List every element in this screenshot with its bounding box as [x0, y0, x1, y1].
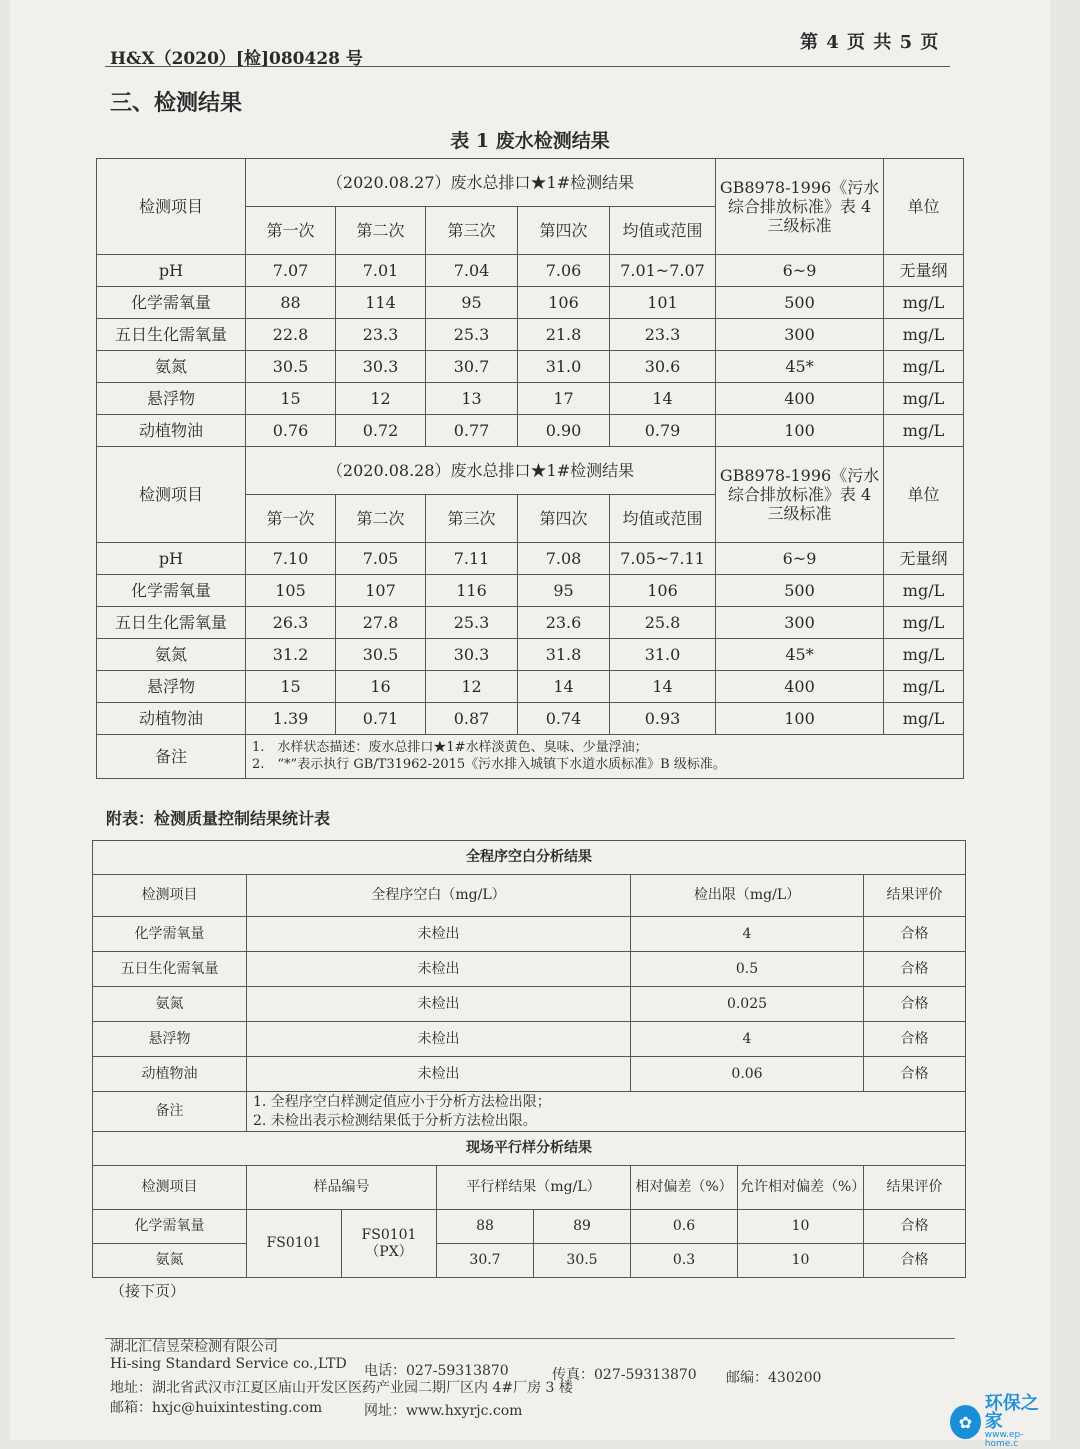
block-title: （2020.08.28）废水总排口★1#检测结果 — [246, 447, 716, 495]
blank-value: 未检出 — [247, 1022, 631, 1057]
round-header: 第四次 — [518, 495, 610, 543]
footer-phone: 电话：027-59313870 — [364, 1363, 509, 1379]
sample-id: FS0101 — [247, 1210, 342, 1278]
result-mean: 14 — [610, 671, 716, 703]
continued-note: （接下页） — [110, 1282, 186, 1300]
result-unit: mg/L — [884, 703, 964, 735]
result-v2: 30.3 — [336, 351, 426, 383]
result-unit: mg/L — [884, 607, 964, 639]
blank-row — [93, 952, 966, 987]
result-row — [97, 607, 964, 639]
block-header-row — [97, 159, 964, 207]
blank-title-row — [93, 841, 966, 875]
result-v4: 0.74 — [518, 703, 610, 735]
result-item: 悬浮物 — [97, 383, 246, 415]
result-item: pH — [97, 255, 246, 287]
evaluation-header: 结果评价 — [864, 875, 966, 917]
result-unit: 无量纲 — [884, 543, 964, 575]
result-unit: mg/L — [884, 671, 964, 703]
report-page — [10, 0, 1050, 1449]
item-header: 检测项目 — [97, 159, 246, 255]
result-row — [97, 415, 964, 447]
result-mean: 106 — [610, 575, 716, 607]
result-v4: 95 — [518, 575, 610, 607]
result-mean: 30.6 — [610, 351, 716, 383]
result-v3: 25.3 — [426, 607, 518, 639]
parallel-row — [93, 1210, 966, 1244]
company-name-en: Hi-sing Standard Service co.,LTD — [110, 1356, 347, 1372]
result-unit: mg/L — [884, 319, 964, 351]
header-divider — [105, 66, 950, 67]
result-v3: 95 — [426, 287, 518, 319]
result-row — [97, 543, 964, 575]
result-unit: mg/L — [884, 287, 964, 319]
round-header: 第二次 — [336, 495, 426, 543]
evaluation: 合格 — [864, 1244, 966, 1278]
sample-id-header: 样品编号 — [247, 1166, 437, 1210]
result-v4: 21.8 — [518, 319, 610, 351]
blank-item: 化学需氧量 — [93, 917, 247, 952]
result-v2: 7.01 — [336, 255, 426, 287]
footer-website: 网址：www.hxyrjc.com — [364, 1403, 523, 1419]
result-v2: 0.71 — [336, 703, 426, 735]
result-mean: 31.0 — [610, 639, 716, 671]
result-row — [97, 351, 964, 383]
result-v2: 16 — [336, 671, 426, 703]
leaf-icon: ✿ — [950, 1405, 981, 1439]
result-std: 500 — [716, 287, 884, 319]
result-v2: 0.72 — [336, 415, 426, 447]
result-mean: 101 — [610, 287, 716, 319]
evaluation: 合格 — [864, 1210, 966, 1244]
relative-deviation: 0.3 — [631, 1244, 738, 1278]
section-title: 三、检测结果 — [110, 90, 243, 116]
result-v1: 1.39 — [246, 703, 336, 735]
result-item: 氨氮 — [97, 639, 246, 671]
remark-line: 2. “*”表示执行 GB/T31962-2015《污水排入城镇下水道水质标准》B 级标准。 — [252, 756, 726, 772]
relative-deviation-header: 相对偏差（%） — [631, 1166, 738, 1210]
company-name-cn: 湖北汇信昱荣检测有限公司 — [110, 1339, 278, 1355]
parallel-result-1: 88 — [437, 1210, 534, 1244]
parallel-analysis-title: 现场平行样分析结果 — [93, 1132, 966, 1166]
result-v1: 30.5 — [246, 351, 336, 383]
result-v1: 15 — [246, 671, 336, 703]
annex-title: 附表：检测质量控制结果统计表 — [106, 809, 331, 828]
result-v2: 107 — [336, 575, 426, 607]
result-v4: 31.0 — [518, 351, 610, 383]
result-std: 400 — [716, 383, 884, 415]
result-v4: 106 — [518, 287, 610, 319]
watermark-name: 环保之家 — [984, 1393, 1039, 1432]
blank-item: 动植物油 — [93, 1057, 247, 1092]
result-item: 五日生化需氧量 — [97, 607, 246, 639]
result-v2: 12 — [336, 383, 426, 415]
round-header: 第三次 — [426, 495, 518, 543]
result-v4: 31.8 — [518, 639, 610, 671]
result-unit: mg/L — [884, 639, 964, 671]
evaluation-header: 结果评价 — [864, 1166, 966, 1210]
blank-header: 全程序空白（mg/L） — [247, 875, 631, 917]
result-unit: mg/L — [884, 415, 964, 447]
result-v2: 7.05 — [336, 543, 426, 575]
remark-label: 备注 — [93, 1092, 247, 1132]
result-v3: 25.3 — [426, 319, 518, 351]
detection-limit: 4 — [631, 917, 864, 952]
blank-row — [93, 1022, 966, 1057]
result-v1: 0.76 — [246, 415, 336, 447]
round-header: 第三次 — [426, 207, 518, 255]
result-row — [97, 703, 964, 735]
remark-line: 1. 水样状态描述：废水总排口★1#水样淡黄色、臭味、少量浮油； — [252, 739, 648, 755]
remark-line: 1. 全程序空白样测定值应小于分析方法检出限； — [253, 1094, 551, 1111]
result-v3: 0.77 — [426, 415, 518, 447]
round-header: 第一次 — [246, 495, 336, 543]
detection-limit-header: 检出限（mg/L） — [631, 875, 864, 917]
result-item: 动植物油 — [97, 415, 246, 447]
block-title: （2020.08.27）废水总排口★1#检测结果 — [246, 159, 716, 207]
result-std: 6~9 — [716, 255, 884, 287]
blank-item: 悬浮物 — [93, 1022, 247, 1057]
result-std: 45* — [716, 639, 884, 671]
result-item: 化学需氧量 — [97, 575, 246, 607]
result-v2: 27.8 — [336, 607, 426, 639]
blank-row — [93, 1057, 966, 1092]
result-mean: 0.79 — [610, 415, 716, 447]
parallel-result-2: 89 — [534, 1210, 631, 1244]
result-std: 300 — [716, 607, 884, 639]
footer-email: 邮箱：hxjc@huixintesting.com — [110, 1400, 323, 1416]
result-mean: 25.8 — [610, 607, 716, 639]
result-std: 400 — [716, 671, 884, 703]
result-std: 500 — [716, 575, 884, 607]
result-v3: 30.7 — [426, 351, 518, 383]
parallel-sample-id: FS0101（PX） — [342, 1210, 437, 1278]
result-mean: 23.3 — [610, 319, 716, 351]
blank-item: 五日生化需氧量 — [93, 952, 247, 987]
result-v3: 13 — [426, 383, 518, 415]
allowed-deviation: 10 — [738, 1244, 864, 1278]
result-v1: 22.8 — [246, 319, 336, 351]
footer-address: 地址：湖北省武汉市江夏区庙山开发区医药产业园二期厂区内 4#厂房 3 楼 — [110, 1380, 573, 1396]
result-row — [97, 671, 964, 703]
blank-header-row — [93, 875, 966, 917]
watermark-logo — [950, 1395, 1050, 1449]
result-v3: 30.3 — [426, 639, 518, 671]
parallel-item: 化学需氧量 — [93, 1210, 247, 1244]
watermark-url: www.ep-home.c — [984, 1430, 1024, 1449]
result-mean: 7.05~7.11 — [610, 543, 716, 575]
blank-row — [93, 917, 966, 952]
blank-value: 未检出 — [247, 987, 631, 1022]
result-row — [97, 639, 964, 671]
result-row — [97, 383, 964, 415]
remark-row — [97, 735, 964, 779]
result-v1: 88 — [246, 287, 336, 319]
block-header-row — [97, 447, 964, 495]
result-std: 6~9 — [716, 543, 884, 575]
footer-fax: 传真：027-59313870 — [552, 1367, 697, 1383]
standard-header: GB8978-1996《污水综合排放标准》表 4 三级标准 — [716, 159, 884, 255]
round-header: 第二次 — [336, 207, 426, 255]
result-std: 45* — [716, 351, 884, 383]
blank-analysis-title: 全程序空白分析结果 — [93, 841, 966, 875]
result-item: 动植物油 — [97, 703, 246, 735]
result-v4: 23.6 — [518, 607, 610, 639]
evaluation: 合格 — [864, 952, 966, 987]
result-v3: 7.04 — [426, 255, 518, 287]
evaluation: 合格 — [864, 1022, 966, 1057]
result-row — [97, 575, 964, 607]
result-v2: 114 — [336, 287, 426, 319]
result-mean: 14 — [610, 383, 716, 415]
result-item: 五日生化需氧量 — [97, 319, 246, 351]
footer-zip: 邮编：430200 — [726, 1370, 822, 1386]
allowed-deviation-header: 允许相对偏差（%） — [738, 1166, 864, 1210]
result-mean: 0.93 — [610, 703, 716, 735]
result-item: 氨氮 — [97, 351, 246, 383]
detection-limit: 4 — [631, 1022, 864, 1057]
allowed-deviation: 10 — [738, 1210, 864, 1244]
result-std: 100 — [716, 703, 884, 735]
result-v4: 0.90 — [518, 415, 610, 447]
result-v2: 23.3 — [336, 319, 426, 351]
item-header: 检测项目 — [97, 447, 246, 543]
result-std: 300 — [716, 319, 884, 351]
detection-limit: 0.5 — [631, 952, 864, 987]
quality-control-table — [92, 840, 966, 1278]
round-header: 第一次 — [246, 207, 336, 255]
result-v3: 7.11 — [426, 543, 518, 575]
result-unit: 无量纲 — [884, 255, 964, 287]
result-item: 悬浮物 — [97, 671, 246, 703]
item-header: 检测项目 — [93, 875, 247, 917]
round-header: 均值或范围 — [610, 495, 716, 543]
result-v1: 15 — [246, 383, 336, 415]
result-item: 化学需氧量 — [97, 287, 246, 319]
blank-remark-row — [93, 1092, 966, 1132]
blank-row — [93, 987, 966, 1022]
result-v4: 7.06 — [518, 255, 610, 287]
evaluation: 合格 — [864, 917, 966, 952]
result-unit: mg/L — [884, 383, 964, 415]
table1-title: 表 1 废水检测结果 — [450, 130, 610, 152]
result-v4: 14 — [518, 671, 610, 703]
standard-header: GB8978-1996《污水综合排放标准》表 4 三级标准 — [716, 447, 884, 543]
blank-value: 未检出 — [247, 917, 631, 952]
relative-deviation: 0.6 — [631, 1210, 738, 1244]
result-std: 100 — [716, 415, 884, 447]
result-row — [97, 319, 964, 351]
evaluation: 合格 — [864, 987, 966, 1022]
parallel-title-row — [93, 1132, 966, 1166]
result-v4: 17 — [518, 383, 610, 415]
result-v1: 31.2 — [246, 639, 336, 671]
result-v1: 7.07 — [246, 255, 336, 287]
result-v2: 30.5 — [336, 639, 426, 671]
wastewater-results-table — [96, 158, 964, 779]
blank-value: 未检出 — [247, 952, 631, 987]
result-unit: mg/L — [884, 351, 964, 383]
result-mean: 7.01~7.07 — [610, 255, 716, 287]
round-header: 第四次 — [518, 207, 610, 255]
report-number: H&X（2020）[检]080428 号 — [110, 49, 363, 69]
result-row — [97, 255, 964, 287]
result-item: pH — [97, 543, 246, 575]
result-v1: 105 — [246, 575, 336, 607]
result-v3: 12 — [426, 671, 518, 703]
parallel-row — [93, 1244, 966, 1278]
blank-value: 未检出 — [247, 1057, 631, 1092]
unit-header: 单位 — [884, 447, 964, 543]
unit-header: 单位 — [884, 159, 964, 255]
result-row — [97, 287, 964, 319]
remark-label: 备注 — [97, 735, 246, 779]
result-v1: 26.3 — [246, 607, 336, 639]
round-header: 均值或范围 — [610, 207, 716, 255]
result-v1: 7.10 — [246, 543, 336, 575]
parallel-header-row — [93, 1166, 966, 1210]
detection-limit: 0.06 — [631, 1057, 864, 1092]
parallel-result-1: 30.7 — [437, 1244, 534, 1278]
result-unit: mg/L — [884, 575, 964, 607]
result-v4: 7.08 — [518, 543, 610, 575]
result-v3: 116 — [426, 575, 518, 607]
blank-item: 氨氮 — [93, 987, 247, 1022]
parallel-item: 氨氮 — [93, 1244, 247, 1278]
parallel-result-header: 平行样结果（mg/L） — [437, 1166, 631, 1210]
remark-content — [247, 1092, 966, 1132]
remark-line: 2. 未检出表示检测结果低于分析方法检出限。 — [253, 1112, 537, 1129]
result-v3: 0.87 — [426, 703, 518, 735]
remark-content — [246, 735, 964, 779]
parallel-result-2: 30.5 — [534, 1244, 631, 1278]
page-indicator: 第 4 页 共 5 页 — [800, 32, 940, 53]
item-header: 检测项目 — [93, 1166, 247, 1210]
evaluation: 合格 — [864, 1057, 966, 1092]
detection-limit: 0.025 — [631, 987, 864, 1022]
